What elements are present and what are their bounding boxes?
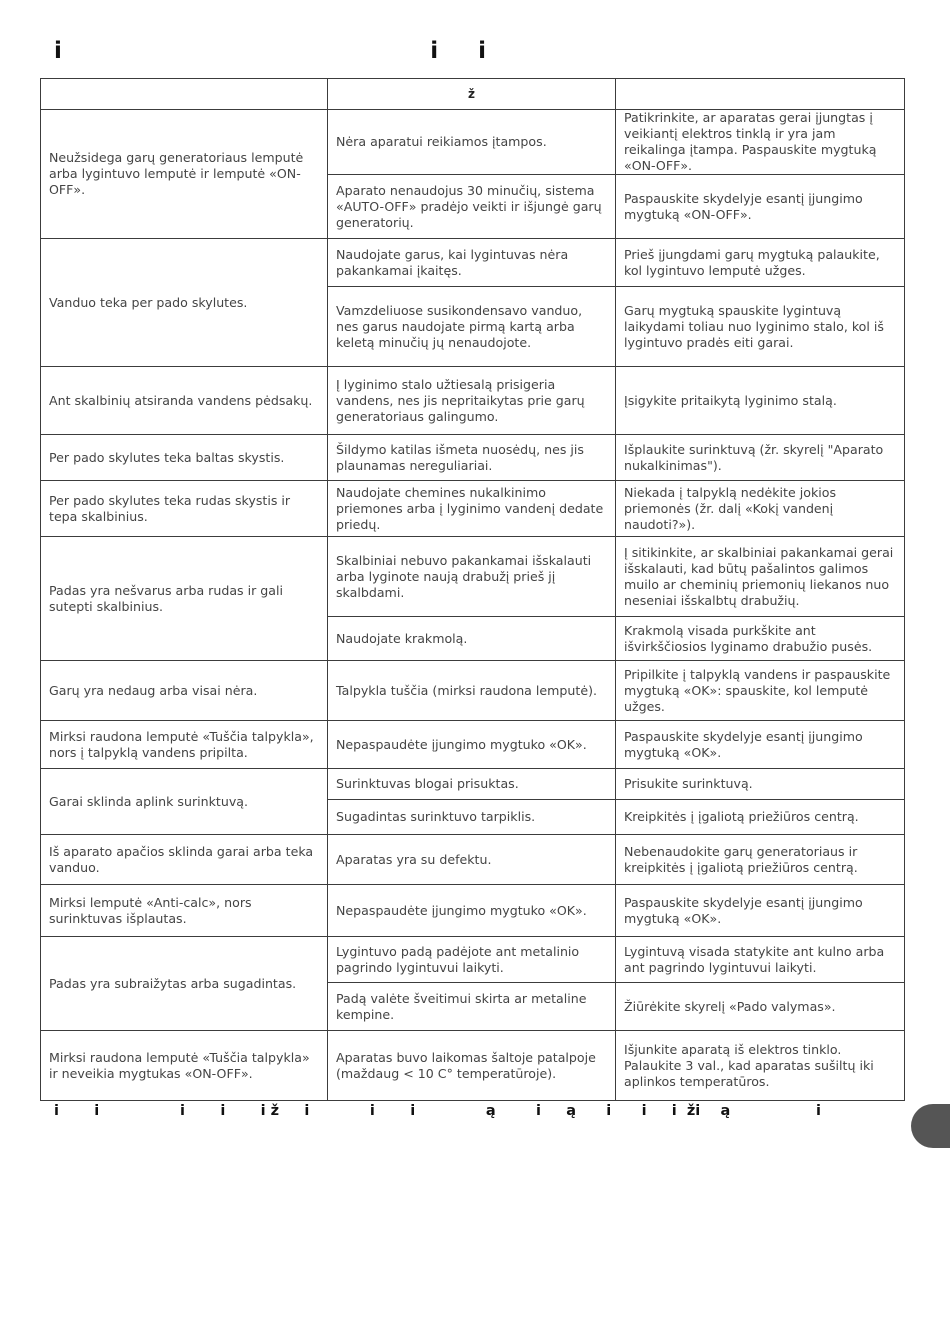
cause-cell: Padą valėte šveitimui skirta ar metaline kempine. <box>328 983 616 1031</box>
problem-cell: Garai sklinda aplink surinktuvą. <box>41 769 328 835</box>
page-tab-marker <box>911 1104 950 1148</box>
cause-cell: Talpykla tuščia (mirksi raudona lemputė). <box>328 661 616 721</box>
solution-cell: Patikrinkite, ar aparatas gerai įjungtas į veikiantį elektros tinklą ir yra jam reikalinga įtampa. Paspauskite mygtuką «ON-OFF». <box>616 110 905 175</box>
cause-cell: Šildymo katilas išmeta nuosėdų, nes jis plaunamas nereguliariai. <box>328 435 616 481</box>
cause-cell: Vamzdeliuose susikondensavo vanduo, nes garus naudojate pirmą kartą arba keletą minučių jų nenaudojote. <box>328 287 616 367</box>
table-row <box>41 239 905 287</box>
problem-cell: Vanduo teka per pado skylutes. <box>41 239 328 367</box>
solution-cell: Išplaukite surinktuvą (žr. skyrelį "Aparato nukalkinimas"). <box>616 435 905 481</box>
table-row <box>41 835 905 885</box>
cause-cell: Surinktuvas blogai prisuktas. <box>328 769 616 800</box>
solution-cell: Į sitikinkite, ar skalbiniai pakankamai gerai išskalauti, kad būtų pašalintos galimos muilo ar cheminių priemonių liekanos nuo neseniai išskalbtų drabužių. <box>616 537 905 617</box>
cause-cell: Lygintuvo padą padėjote ant metalinio pagrindo lygintuvui laikyti. <box>328 937 616 983</box>
problem-cell: Neužsidega garų generatoriaus lemputė arba lygintuvo lemputė ir lemputė «ON-OFF». <box>41 110 328 239</box>
solution-cell: Paspauskite skydelyje esantį įjungimo mygtuką «ON-OFF». <box>616 175 905 239</box>
solution-cell: Išjunkite aparatą iš elektros tinklo. Palaukite 3 val., kad aparatas sušiltų iki aplinkos temperatūros. <box>616 1031 905 1101</box>
cause-cell: Aparatas yra su defektu. <box>328 835 616 885</box>
table-row <box>41 769 905 800</box>
solution-cell: Nebenaudokite garų generatoriaus ir kreipkitės į įgaliotą priežiūros centrą. <box>616 835 905 885</box>
solution-cell: Prisukite surinktuvą. <box>616 769 905 800</box>
problem-cell: Padas yra nešvarus arba rudas ir gali sutepti skalbinius. <box>41 537 328 661</box>
cause-cell: Į lyginimo stalo užtiesalą prisigeria vandens, nes jis nepritaikytas prie garų generatoriaus galingumo. <box>328 367 616 435</box>
cause-cell: Nėra aparatui reikiamos įtampos. <box>328 110 616 175</box>
solution-cell: Lygintuvą visada statykite ant kulno arba ant pagrindo lygintuvui laikyti. <box>616 937 905 983</box>
problem-cell: Mirksi raudona lemputė «Tuščia talpykla» ir neveikia mygtukas «ON-OFF». <box>41 1031 328 1101</box>
table-row <box>41 1031 905 1101</box>
problem-cell: Per pado skylutes teka rudas skystis ir tepa skalbinius. <box>41 481 328 537</box>
solution-cell: Niekada į talpyklą nedėkite jokios priemonės (žr. dalį «Kokį vandenį naudoti?»). <box>616 481 905 537</box>
table-row <box>41 885 905 937</box>
problem-cell: Ant skalbinių atsiranda vandens pėdsakų. <box>41 367 328 435</box>
troubleshooting-table <box>40 78 905 1101</box>
table-row <box>41 661 905 721</box>
problem-cell: Mirksi raudona lemputė «Tuščia talpykla», nors į talpyklą vandens pripilta. <box>41 721 328 769</box>
table-row <box>41 721 905 769</box>
cause-cell: Aparatas buvo laikomas šaltoje patalpoje (maždaug < 10 C° temperatūroje). <box>328 1031 616 1101</box>
solution-cell: Paspauskite skydelyje esantį įjungimo mygtuką «OK». <box>616 885 905 937</box>
solution-cell: Pripilkite į talpyklą vandens ir paspauskite mygtuką «OK»: spauskite, kol lemputė užges. <box>616 661 905 721</box>
table-row <box>41 435 905 481</box>
problem-cell: Padas yra subraižytas arba sugadintas. <box>41 937 328 1031</box>
problem-cell: Mirksi lemputė «Anti-calc», nors surinktuvas išplautas. <box>41 885 328 937</box>
solution-cell: Garų mygtuką spauskite lygintuvą laikydami toliau nuo lyginimo stalo, kol iš lygintuvo pradės eiti garai. <box>616 287 905 367</box>
table-row <box>41 937 905 983</box>
header-cause: ž <box>328 79 616 110</box>
solution-cell: Įsigykite pritaikytą lyginimo stalą. <box>616 367 905 435</box>
solution-cell: Paspauskite skydelyje esantį įjungimo mygtuką «OK». <box>616 721 905 769</box>
solution-cell: Žiūrėkite skyrelį «Pado valymas». <box>616 983 905 1031</box>
footnote: i i i i i ž i i i ą i ą i i i ži ą i <box>54 1103 822 1119</box>
solution-cell: Krakmolą visada purkškite ant išvirkščiosios lyginamo drabužio pusės. <box>616 617 905 661</box>
problem-cell: Iš aparato apačios sklinda garai arba teka vanduo. <box>41 835 328 885</box>
header-problem <box>41 79 328 110</box>
cause-cell: Naudojate krakmolą. <box>328 617 616 661</box>
table-row <box>41 110 905 175</box>
cause-cell: Naudojate chemines nukalkinimo priemones arba į lyginimo vandenį dedate priedų. <box>328 481 616 537</box>
cause-cell: Aparato nenaudojus 30 minučių, sistema «AUTO-OFF» pradėjo veikti ir išjungė garų generatorių. <box>328 175 616 239</box>
table-row <box>41 537 905 617</box>
page-title: i i i <box>54 38 487 64</box>
cause-cell: Skalbiniai nebuvo pakankamai išskalauti arba lyginote naują drabužį prieš jį skalbdami. <box>328 537 616 617</box>
problem-cell: Garų yra nedaug arba visai nėra. <box>41 661 328 721</box>
cause-cell: Sugadintas surinktuvo tarpiklis. <box>328 800 616 835</box>
solution-cell: Prieš įjungdami garų mygtuką palaukite, kol lygintuvo lemputė užges. <box>616 239 905 287</box>
table-row <box>41 481 905 537</box>
table-row <box>41 367 905 435</box>
table-header-row <box>41 79 905 110</box>
solution-cell: Kreipkitės į įgaliotą priežiūros centrą. <box>616 800 905 835</box>
cause-cell: Naudojate garus, kai lygintuvas nėra pakankamai įkaitęs. <box>328 239 616 287</box>
problem-cell: Per pado skylutes teka baltas skystis. <box>41 435 328 481</box>
cause-cell: Nepaspaudėte įjungimo mygtuko «OK». <box>328 721 616 769</box>
header-solution <box>616 79 905 110</box>
cause-cell: Nepaspaudėte įjungimo mygtuko «OK». <box>328 885 616 937</box>
